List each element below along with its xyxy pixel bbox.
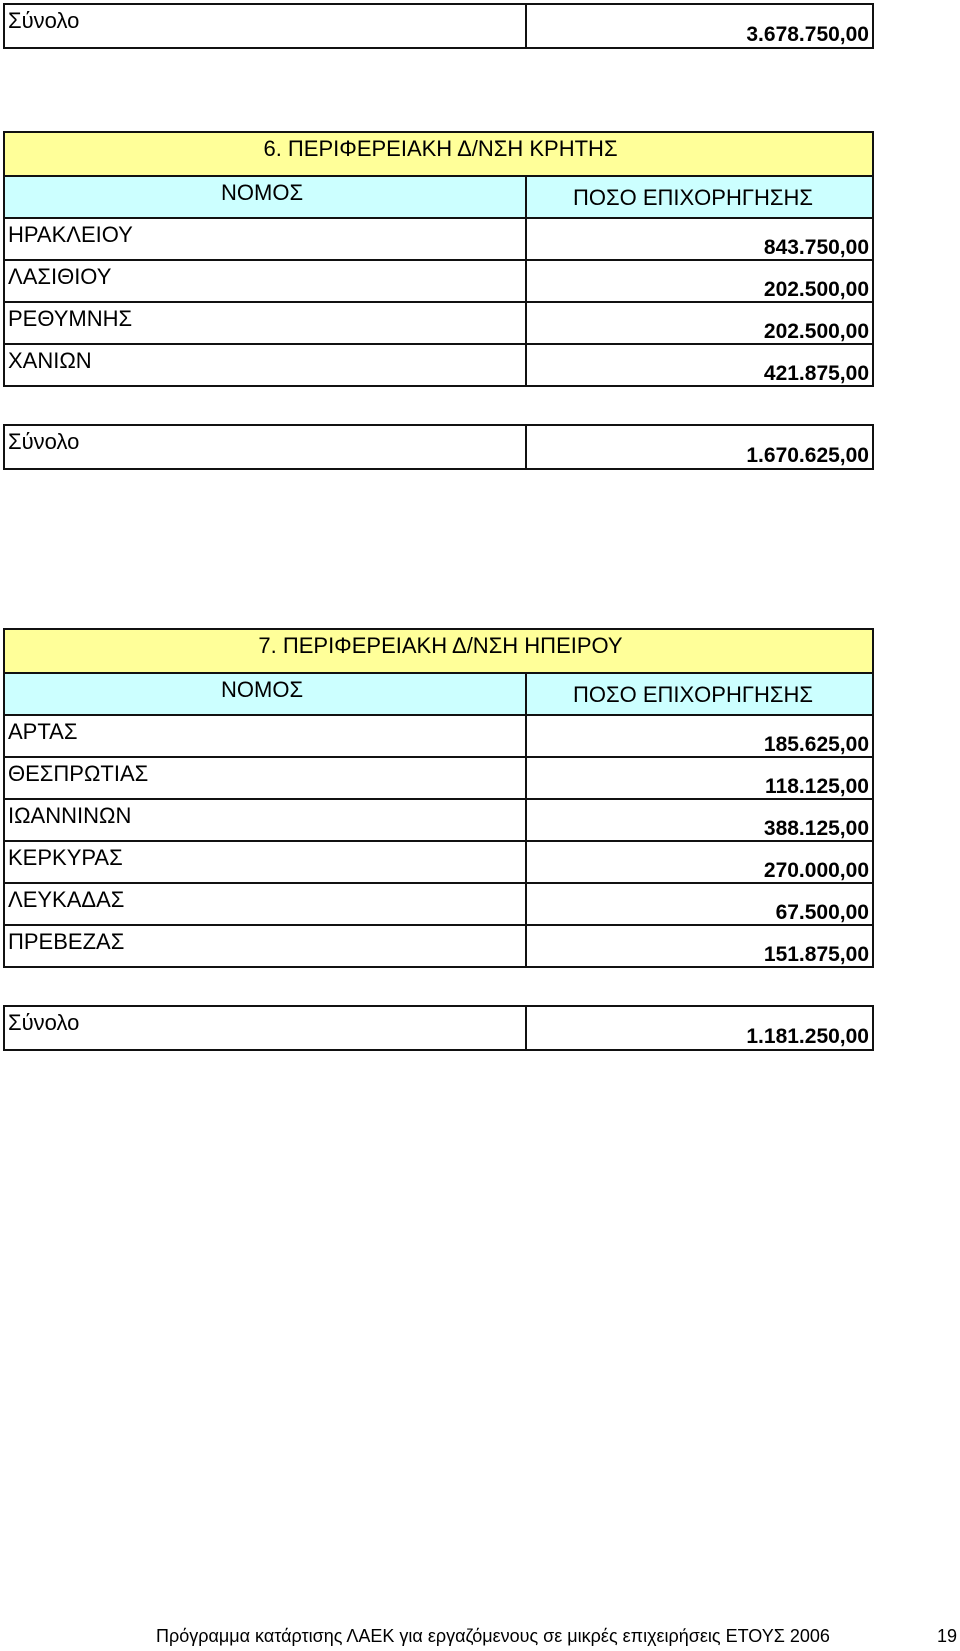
grant-amount: 118.125,00 [765,775,869,798]
table-title: 7. ΠΕΡΙΦΕΡΕΙΑΚΗ Δ/ΝΣΗ ΗΠΕΙΡΟΥ [258,633,623,658]
prefecture-name: ΡΕΘΥΜΝΗΣ [8,306,133,331]
total-value: 3.678.750,00 [746,23,869,46]
column-header-amount: ΠΟΣΟ ΕΠΙΧΟΡΗΓΗΣΗΣ [573,682,813,707]
table-header-row [5,672,872,714]
grant-amount: 421.875,00 [763,362,869,385]
table-row [5,343,872,385]
grant-amount: 202.500,00 [763,320,869,343]
column-header-amount: ΠΟΣΟ ΕΠΙΧΟΡΗΓΗΣΗΣ [573,185,813,210]
table-row [5,882,872,924]
total-row [5,426,872,468]
grant-amount: 843.750,00 [763,236,869,259]
grant-amount: 202.500,00 [763,278,869,301]
total-label: Σύνολο [8,8,80,33]
table-title: 6. ΠΕΡΙΦΕΡΕΙΑΚΗ Δ/ΝΣΗ ΚΡΗΤΗΣ [263,136,618,161]
prefecture-name: ΠΡΕΒΕΖΑΣ [8,929,125,954]
total-value: 1.670.625,00 [746,444,869,467]
table-title-row [5,630,872,672]
table-row [5,756,872,798]
epirus-table [3,628,874,968]
total-label: Σύνολο [8,429,80,454]
total-label: Σύνολο [8,1010,80,1035]
table-row [5,924,872,966]
table-row [5,301,872,343]
prefecture-name: ΛΕΥΚΑΔΑΣ [8,887,125,912]
prefecture-name: ΗΡΑΚΛΕΙΟΥ [8,222,133,247]
prefecture-name: ΧΑΝΙΩΝ [8,348,92,373]
table-row [5,259,872,301]
prefecture-name: ΛΑΣΙΘΙΟΥ [8,264,112,289]
prefecture-name: ΙΩΑΝΝΙΝΩΝ [8,803,132,828]
grant-amount: 270.000,00 [763,859,869,882]
table-header-row [5,175,872,217]
prefecture-name: ΑΡΤΑΣ [8,719,78,744]
prefecture-name: ΘΕΣΠΡΩΤΙΑΣ [8,761,149,786]
total-value: 1.181.250,00 [746,1025,869,1048]
crete-total-table [3,424,874,470]
grant-amount: 67.500,00 [775,901,869,924]
table-row [5,840,872,882]
prefecture-name: ΚΕΡΚΥΡΑΣ [8,845,123,870]
grant-amount: 185.625,00 [763,733,869,756]
crete-table [3,131,874,387]
table-title-row [5,133,872,175]
total-row [5,1007,872,1049]
page-number: 19 [937,1626,958,1646]
grant-amount: 151.875,00 [763,943,869,966]
total-row [5,5,872,47]
column-header-nomos: ΝΟΜΟΣ [221,677,304,702]
epirus-total-table [3,1005,874,1051]
table-row [5,798,872,840]
table-row [5,217,872,259]
grant-amount: 388.125,00 [763,817,869,840]
column-header-nomos: ΝΟΜΟΣ [221,180,304,205]
page-footer: Πρόγραμμα κατάρτισης ΛΑΕΚ για εργαζόμενους σε μικρές επιχειρήσεις ΕΤΟΥΣ 2006 [156,1626,830,1646]
top-total-table [3,3,874,49]
table-row [5,714,872,756]
